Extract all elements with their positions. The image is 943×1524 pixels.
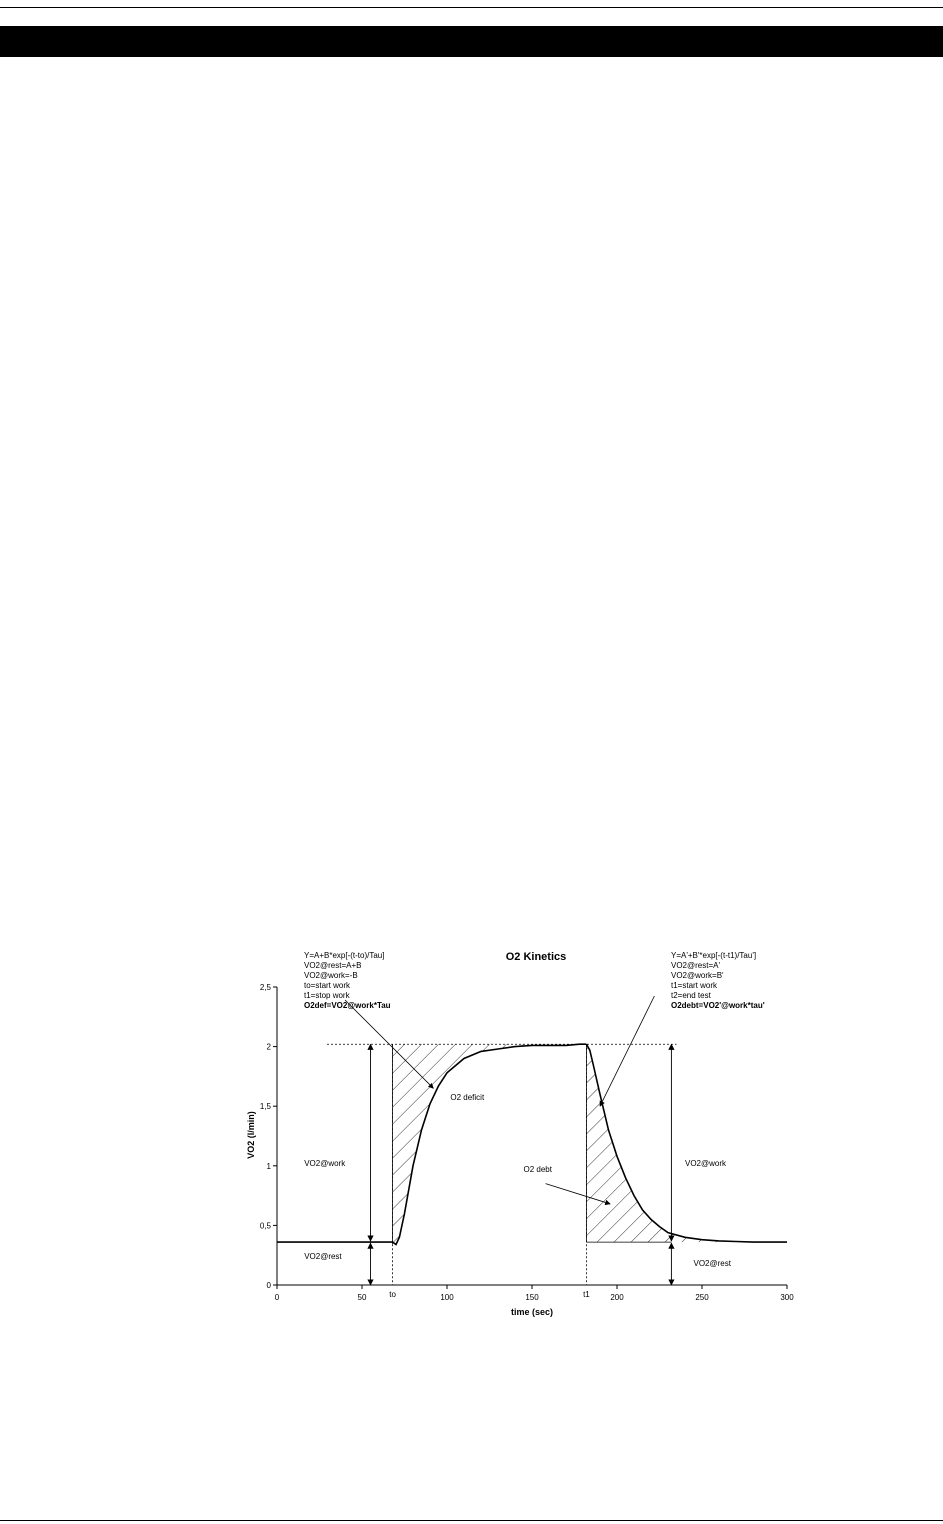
left-formula-line: VO2@work=-B: [304, 971, 358, 980]
guide-lines: [327, 1044, 677, 1285]
vo2-rest-right-label: VO2@rest: [693, 1258, 731, 1268]
left-formula-line: VO2@rest=A+B: [304, 961, 362, 970]
left-formula-line: t1=stop work: [304, 991, 350, 1000]
y-tick-label: 1: [266, 1161, 271, 1171]
x-tick-label: 50: [357, 1293, 367, 1302]
x-tick-label: 150: [525, 1293, 539, 1302]
x-tick-label: 250: [695, 1293, 709, 1302]
left-formula-bold: O2def=VO2@work*Tau: [304, 1001, 391, 1010]
o2-debt-area: [586, 1044, 787, 1242]
right-formula-block: [671, 951, 765, 1010]
right-formula-line: Y=A'+B'*exp[-(t-t1)/Tau']: [671, 951, 757, 960]
y-tick-label: 2: [266, 1042, 271, 1052]
x-axis-label: time (sec): [510, 1307, 554, 1317]
chart-title: O2 Kinetics: [505, 951, 567, 963]
vo2-rest-left-label: VO2@rest: [304, 1251, 342, 1261]
t0-label: to: [389, 1290, 396, 1299]
right-formula-line: VO2@work=B': [671, 971, 724, 980]
right-formula-line: t1=start work: [671, 981, 718, 990]
o2-kinetics-chart: [230, 930, 810, 1330]
x-tick-label: 300: [780, 1293, 794, 1302]
y-tick-label: 0: [266, 1281, 271, 1290]
left-formula-line: to=start work: [304, 981, 351, 990]
vo2-work-right-label: VO2@work: [685, 1158, 727, 1168]
annotations: [304, 996, 732, 1299]
x-axis-ticks: [275, 1285, 794, 1302]
o2-deficit-area: [393, 1044, 587, 1244]
t1-label: t1: [583, 1290, 590, 1299]
o2-debt-label: O2 debt: [523, 1164, 552, 1174]
x-tick-label: 200: [610, 1293, 624, 1302]
y-tick-label: 0,5: [259, 1221, 271, 1231]
y-tick-label: 2,5: [259, 983, 271, 992]
x-tick-label: 100: [440, 1293, 454, 1302]
y-tick-label: 1,5: [259, 1102, 271, 1112]
o2-deficit-label: O2 deficit: [450, 1093, 485, 1103]
left-formula-block: [304, 951, 391, 1010]
y-axis-ticks: [260, 983, 277, 1290]
bottom-rule: [0, 1520, 943, 1521]
vo2-work-left-label: VO2@work: [304, 1158, 346, 1168]
header-bar: [0, 26, 943, 57]
right-formula-bold: O2debt=VO2'@work*tau': [671, 1001, 765, 1010]
top-rule: [0, 7, 943, 8]
right-formula-line: t2=end test: [671, 991, 711, 1000]
left-formula-line: Y=A+B*exp[-(t-to)/Tau]: [304, 951, 385, 960]
formula-right-pointer: [600, 996, 654, 1106]
curves: [277, 1044, 787, 1244]
y-axis-label: VO2 (l/min): [246, 1111, 256, 1159]
x-tick-label: 0: [274, 1293, 280, 1302]
right-formula-line: VO2@rest=A': [671, 961, 720, 970]
shaded-areas: [393, 1044, 787, 1244]
